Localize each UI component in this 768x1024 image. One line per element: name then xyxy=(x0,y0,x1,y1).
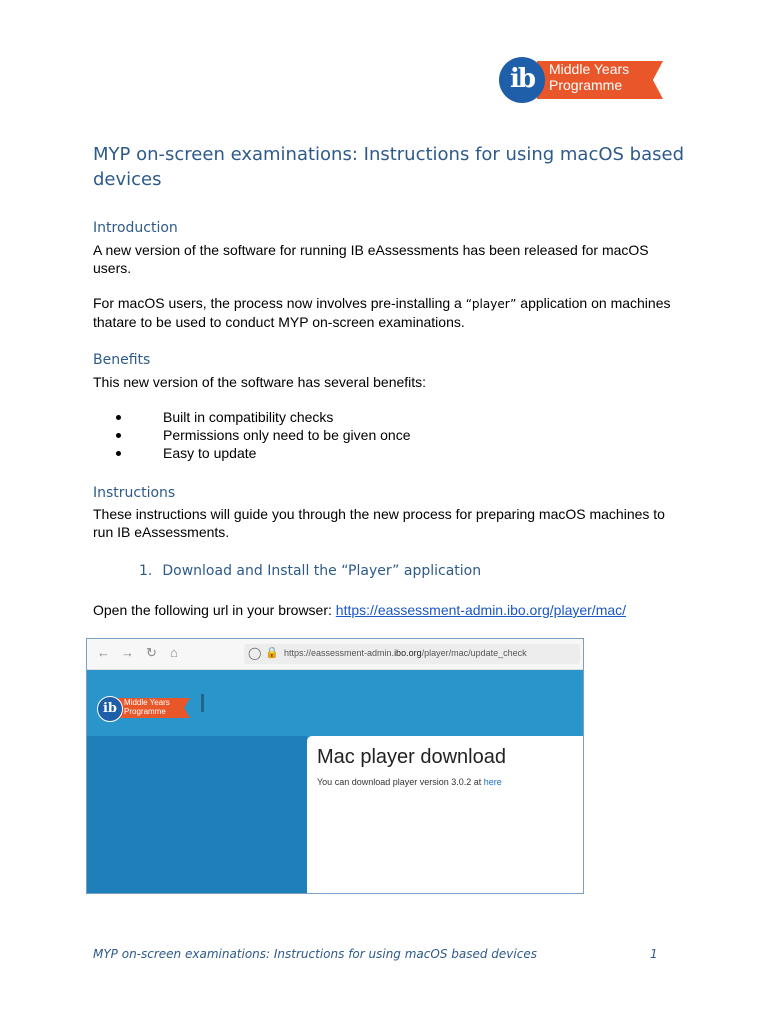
list-item: Built in compatibility checks xyxy=(93,408,410,426)
benefits-intro: This new version of the software has several benefits: xyxy=(93,374,427,390)
benefits-list xyxy=(93,408,410,462)
lock-icon: 🔒 xyxy=(265,647,279,659)
instructions-heading: Instructions xyxy=(93,485,176,501)
ib-logo-icon: ib xyxy=(499,57,545,103)
ib-myp-logo xyxy=(499,57,663,103)
introduction-paragraph-1: A new version of the software for running IB eAssessments has been released for macOS users. xyxy=(93,242,649,276)
ib-logo-icon: ib xyxy=(97,696,123,722)
browser-toolbar xyxy=(87,639,583,670)
step-1-heading: 1. Download and Install the “Player” application xyxy=(139,563,482,579)
back-icon: ← xyxy=(97,645,110,660)
text-cursor xyxy=(201,694,204,712)
address-bar-url: https://eassessment-admin.ibo.org/player/mac/update_check xyxy=(284,648,527,658)
browser-screenshot xyxy=(86,638,584,894)
introduction-paragraph-2: For macOS users, the process now involves pre-installing a “player” application on machines thatare to be used to conduct MYP on-screen examinations. xyxy=(93,295,671,330)
logo-text: Middle Years Programme xyxy=(549,61,630,93)
download-card xyxy=(307,736,583,893)
card-title: Mac player download xyxy=(317,746,506,768)
player-url-link[interactable]: https://eassessment-admin.ibo.org/player/mac/ xyxy=(335,602,627,618)
list-item: Permissions only need to be given once xyxy=(93,426,410,444)
screenshot-logo: ib Middle Years Programme xyxy=(97,696,192,720)
page-number: 1 xyxy=(650,947,658,961)
forward-icon: → xyxy=(121,645,134,660)
page-left-band xyxy=(87,736,307,893)
download-here-link: here xyxy=(483,777,502,787)
introduction-heading: Introduction xyxy=(93,220,178,236)
benefits-heading: Benefits xyxy=(93,352,151,368)
address-bar xyxy=(244,644,580,664)
document-title: MYP on-screen examinations: Instructions for using macOS based devices xyxy=(93,144,684,190)
instructions-paragraph: These instructions will guide you through the new process for preparing macOS machines to run IB eAssessments. xyxy=(93,506,665,540)
reload-icon: ↻ xyxy=(146,645,157,660)
home-icon: ⌂ xyxy=(170,645,178,660)
shield-icon: ◯ xyxy=(248,646,262,660)
footer-text: MYP on-screen examinations: Instructions for using macOS based devices xyxy=(93,947,537,961)
list-item: Easy to update xyxy=(93,444,410,462)
step-1-text: Open the following url in your browser: https://eassessment-admin.ibo.org/player/mac/ xyxy=(93,602,627,618)
card-text: You can download player version 3.0.2 at here xyxy=(317,777,502,787)
